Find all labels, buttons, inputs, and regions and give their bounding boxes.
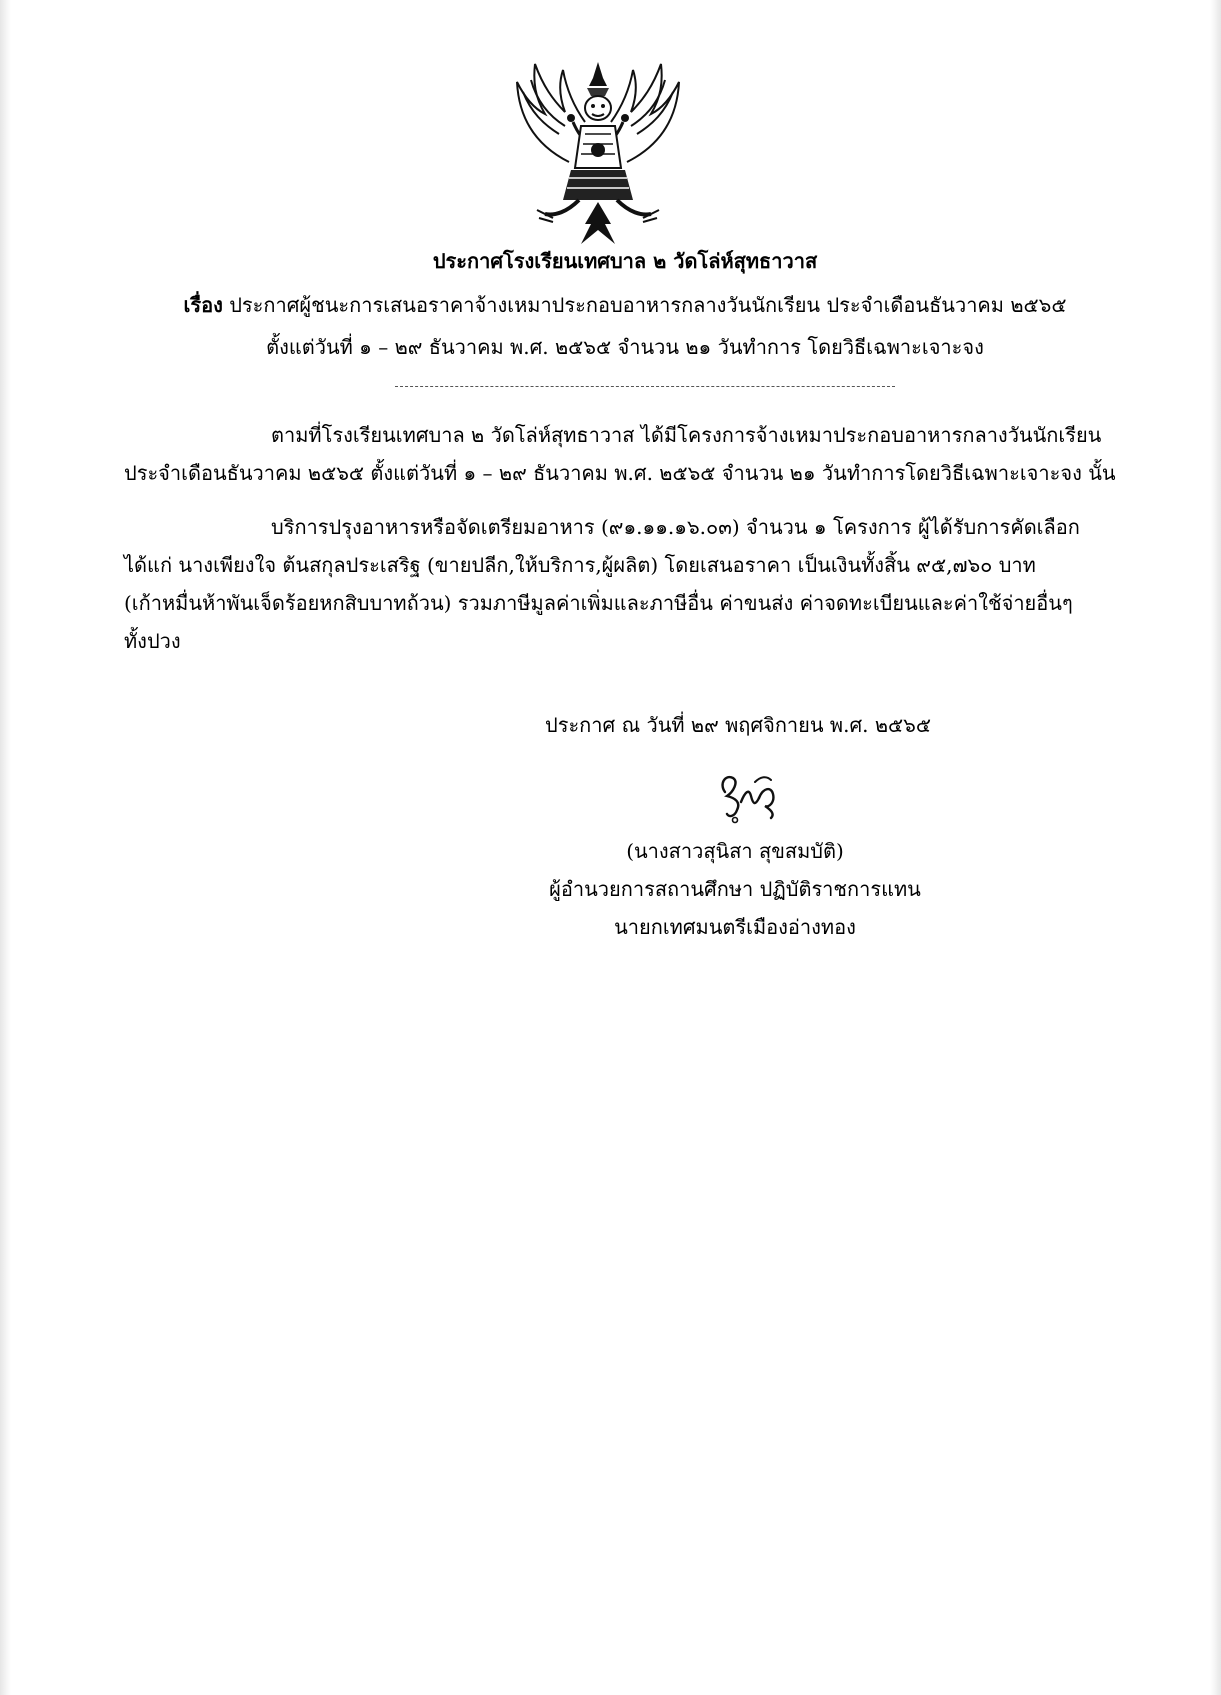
- header-divider: [395, 386, 895, 387]
- announcement-title: ประกาศโรงเรียนเทศบาล ๒ วัดโล่ห์สุทธาวาส: [432, 249, 818, 273]
- announcement-period: ตั้งแต่วันที่ ๑ – ๒๙ ธันวาคม พ.ศ. ๒๕๖๕ จำนวน ๒๑ วันทำการ โดยวิธีเฉพาะเจาะจง: [266, 335, 984, 359]
- signer-position-1: ผู้อำนวยการสถานศึกษา ปฏิบัติราชการแทน: [549, 877, 921, 901]
- paragraph2-line1: บริการปรุงอาหารหรือจัดเตรียมอาหาร (๙๑.๑๑.๑๖.๐๓) จำนวน ๑ โครงการ ผู้ได้รับการคัดเลือก: [271, 515, 1080, 539]
- paragraph2-line2: ได้แก่ นางเพียงใจ ต้นสกุลประเสริฐ (ขายปลีก,ให้บริการ,ผู้ผลิต) โดยเสนอราคา เป็นเงินทั้งสิ้น ๙๕,๗๖๐ บาท: [124, 553, 1036, 577]
- announcement-subject: [100, 290, 1150, 320]
- signer-position-2: นายกเทศมนตรีเมืองอ่างทอง: [614, 915, 856, 939]
- paragraph2-line3: (เก้าหมื่นห้าพันเจ็ดร้อยหกสิบบาทถ้วน) รวมภาษีมูลค่าเพิ่มและภาษีอื่น ค่าขนส่ง ค่าจดทะเบียนและค่าใช้จ่ายอื่นๆ: [124, 591, 1073, 615]
- subject-text: ประกาศผู้ชนะการเสนอราคาจ้างเหมาประกอบอาหารกลางวันนักเรียน ประจำเดือนธันวาคม ๒๕๖๕: [229, 293, 1067, 317]
- paragraph1-line2: ประจำเดือนธันวาคม ๒๕๖๕ ตั้งแต่วันที่ ๑ – ๒๙ ธันวาคม พ.ศ. ๒๕๖๕ จำนวน ๒๑ วันทำการโดยวิธีเฉพาะเจาะจง นั้น: [124, 461, 1116, 485]
- signer-name: (นางสาวสุนิสา สุขสมบัติ): [626, 839, 844, 863]
- page-edge-right: [1210, 0, 1221, 1695]
- paragraph2-line4: ทั้งปวง: [124, 629, 181, 653]
- handwritten-signature-icon: [715, 762, 785, 824]
- announced-date: ประกาศ ณ วันที่ ๒๙ พฤศจิกายน พ.ศ. ๒๕๖๕: [545, 713, 932, 737]
- garuda-emblem-icon: [509, 52, 687, 248]
- paragraph1-line1: ตามที่โรงเรียนเทศบาล ๒ วัดโล่ห์สุทธาวาส ได้มีโครงการจ้างเหมาประกอบอาหารกลางวันนักเรียน: [271, 423, 1102, 447]
- subject-label: เรื่อง: [183, 293, 223, 317]
- page-edge-left: [0, 0, 11, 1695]
